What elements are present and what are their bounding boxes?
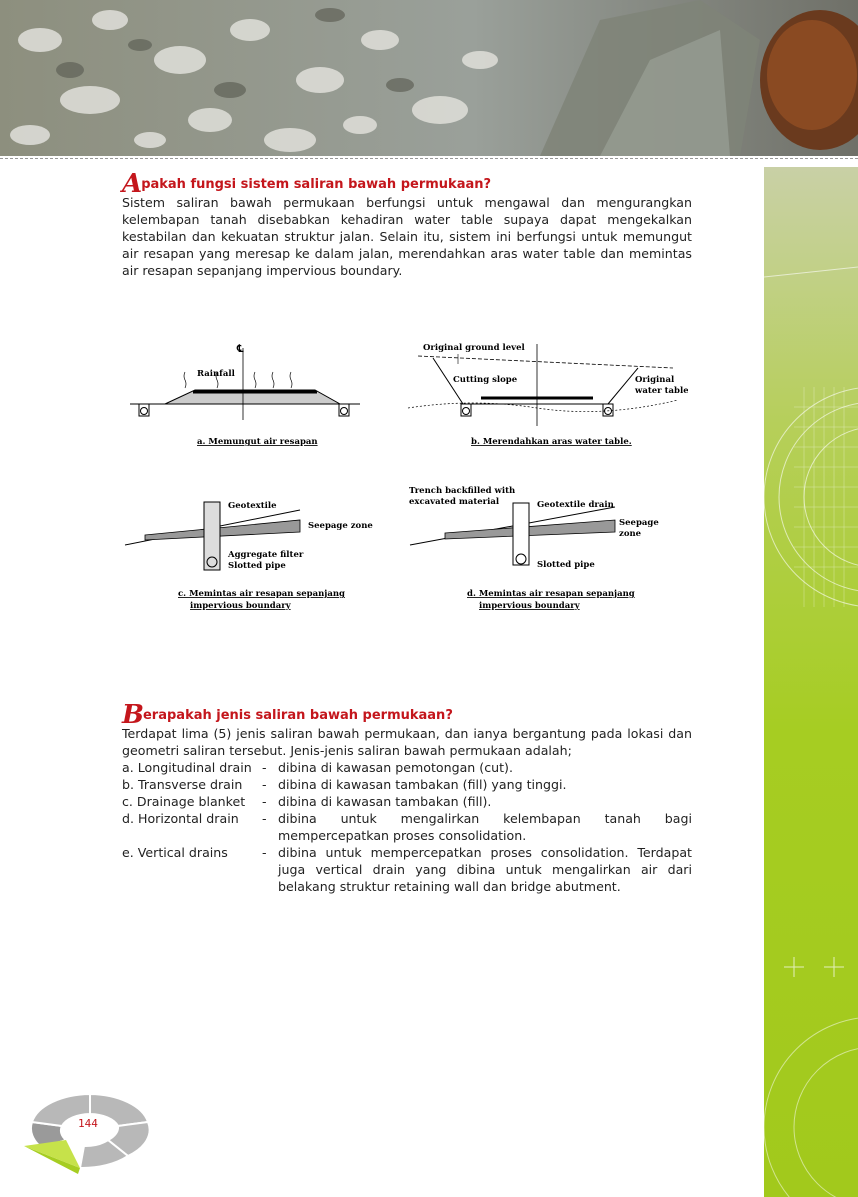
svg-text:Trench backfilled with: Trench backfilled with [409,486,516,496]
list-item: d. Horizontal drain - dibina untuk mengalirkan kelembapan tanah bagi mempercepatkan proses consolidation. [122,811,692,843]
section-1-heading: Apakah fungsi sistem saliran bawah permukaan? [122,169,492,199]
svg-text:Seepage zone: Seepage zone [308,521,373,531]
svg-text:impervious boundary: impervious boundary [479,601,580,611]
svg-text:Cutting slope: Cutting slope [453,375,518,385]
svg-text:a. Memungut air resapan: a. Memungut air resapan [197,437,318,447]
list-item: b. Transverse drain - dibina di kawasan tambakan (fill) yang tinggi. [122,777,567,792]
svg-text:Slotted pipe: Slotted pipe [228,561,286,571]
svg-text:Original ground level: Original ground level [423,343,525,353]
list-item: a. Longitudinal drain - dibina di kawasan pemotongan (cut). [122,760,513,775]
section-2-heading: Berapakah jenis saliran bawah permukaan? [122,700,453,730]
svg-text:d. Memintas air resapan sepanj: d. Memintas air resapan sepanjang [467,589,635,599]
drain-type-list [122,759,692,895]
figure-c [120,490,380,615]
header-divider [0,158,858,159]
section-1-body: Sistem saliran bawah permukaan berfungsi untuk mengawal dan mengurangkan kelembapan tanah disebabkan kehadiran water table supaya dapat mengekalkan kestabilan dan kekuatan struktur jalan. Selain itu, sistem ini berfungsi untuk memungut air resapan yang meresap ke dalam jalan, merendahkan aras water table dan memintas air resapan sepanjang impervious boundary. [122,195,692,278]
svg-text:Aggregate filter: Aggregate filter [228,550,304,560]
side-decoration-panel [764,167,858,1197]
svg-text:Original: Original [635,375,675,385]
figure-b [403,338,688,453]
svg-text:b. Merendahkan aras water tabl: b. Merendahkan aras water table. [471,437,632,447]
list-item: e. Vertical drains - dibina untuk mempercepatkan proses consolidation. Terdapat juga vertical drain yang dibina untuk mengalirkan air dari belakang struktur retaining wall dan bridge abutment. [122,845,692,894]
svg-text:Geotextile: Geotextile [228,501,277,511]
svg-text:Slotted pipe: Slotted pipe [537,560,595,570]
figure-a [125,338,365,453]
figure-d [405,485,685,615]
page-number: 144 [78,1117,98,1130]
svg-text:Seepage: Seepage [619,518,659,528]
section-fungsi [122,169,692,279]
svg-text:water table: water table [635,386,688,396]
svg-text:℄: ℄ [237,344,244,355]
list-item: c. Drainage blanket - dibina di kawasan tambakan (fill). [122,794,492,809]
header-gravel-photo [0,0,858,156]
svg-text:c. Memintas air resapan sepanj: c. Memintas air resapan sepanjang [178,589,345,599]
svg-text:Rainfall: Rainfall [197,369,235,379]
svg-text:Geotextile drain: Geotextile drain [537,500,614,510]
section-jenis [122,700,692,895]
svg-text:excavated material: excavated material [409,497,500,507]
svg-text:zone: zone [619,529,642,539]
section-2-intro: Terdapat lima (5) jenis saliran bawah permukaan, dan ianya bergantung pada lokasi dan geometri saliran tersebut. Jenis-jenis saliran bawah permukaan adalah; [122,726,692,758]
svg-text:impervious boundary: impervious boundary [190,601,291,611]
